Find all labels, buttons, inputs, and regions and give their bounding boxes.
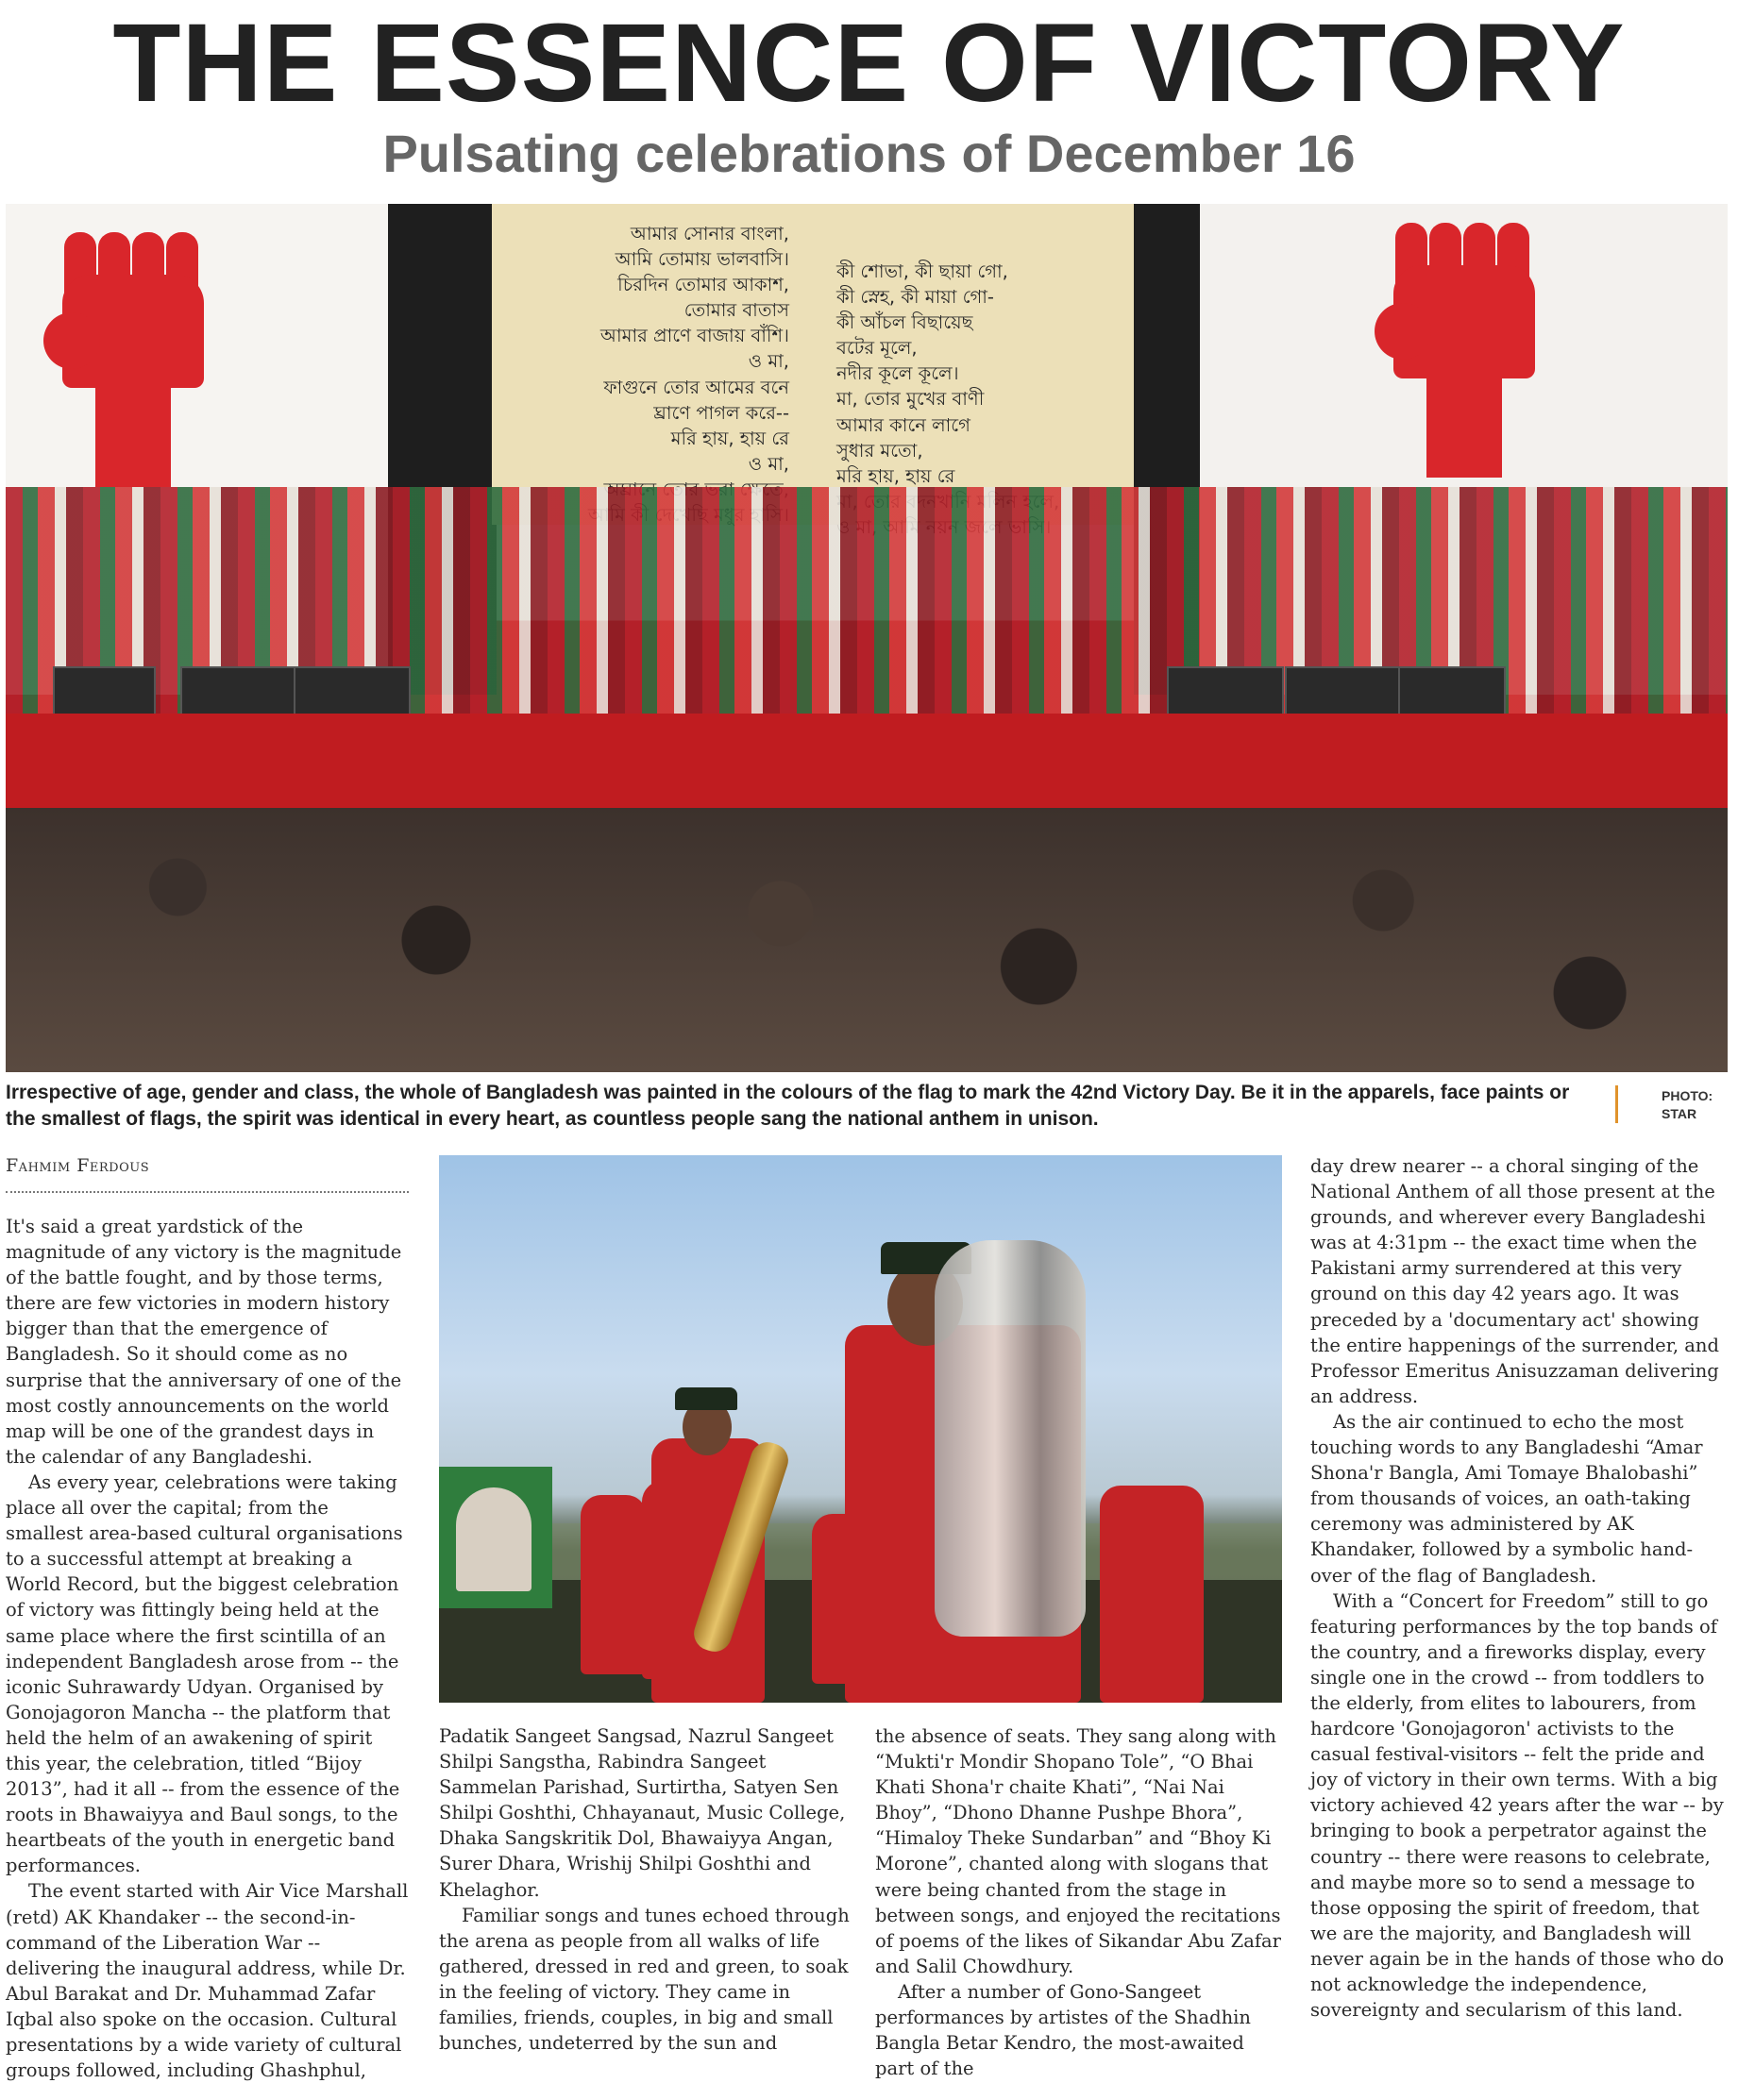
article-column-1: [6, 1214, 409, 2083]
lyric-line: বটের মূলে,: [836, 337, 918, 360]
article-column-4: [1310, 1153, 1726, 2023]
byline-rule: [6, 1191, 409, 1193]
lyric-line: আমার কানে লাগে: [836, 413, 970, 436]
lyric-line: মরি হায়, হায় রে: [670, 427, 789, 449]
lyric-line: কী আঁচল বিছায়েছ: [836, 311, 973, 334]
tuba-icon: [935, 1240, 1086, 1637]
lyric-line: তোমার বাতাস: [683, 299, 789, 322]
lyric-line: চিরদিন তোমার আকাশ,: [617, 274, 789, 296]
lyric-line: আমার সোনার বাংলা,: [630, 223, 789, 244]
paragraph: Familiar songs and tunes echoed through the arena as people from all walks of life gathered, dressed in red and green, to soak in the feeling of victory. They came in families, friends, couples, in big and small bunches, undeterred by the sun and: [439, 1904, 850, 2055]
paragraph: day drew nearer -- a choral singing of the National Anthem of all those present at the grounds, and wherever every Bangladeshi was at 4:31pm -- the exact time when the Pakistani army surrendered at this very ground on this day 42 years ago. It was preceded by a 'documentary act' showing the entire happenings of the surrender, and Professor Emeritus Anisuzzaman delivering an address.: [1310, 1155, 1719, 1407]
lyric-line: কী স্নেহ, কী মায়া গো-: [836, 286, 994, 309]
photo-credit-label: PHOTO:: [1662, 1088, 1713, 1103]
lyric-line: ফাগুনে তোর আমের বনে: [603, 376, 789, 398]
paragraph: With a “Concert for Freedom” still to go featuring performances by the top bands of the country, and a fireworks display, every single one in the crowd -- from toddlers to the elderly, from elites to labourers, from hardcore 'Gonojagoron' activists to the casual festival-visitors -- felt the pride and joy of victory in their own terms. With a big victory achieved 42 years after the war -- by bringing to book a perpetrator against the country -- there were reasons to celebrate, and maybe more so to send a message to those opposing the spirit of freedom, that we are the majority, and Bangladesh will never again be in the hands of those who do not acknowledge the independence, sovereignty and secularism of this land.: [1310, 1589, 1725, 2022]
lyric-line: নদীর কূলে কূলে।: [836, 362, 959, 385]
paragraph: As the air continued to echo the most touching words to any Bangladeshi “Amar Shona'r Bangla, Ami Tomaye Bhalobashi” from thousands of voices, an oath-taking ceremony was administered by AK Khandaker, followed by a symbolic hand-over of the flag of Bangladesh.: [1310, 1410, 1703, 1587]
paragraph: The event started with Air Vice Marshall (retd) AK Khandaker -- the second-in-command of the Liberation War -- delivering the inaugural address, while Dr. Abul Barakat and Dr. Muhammad Zafar Iqbal also spoke on the occasion. Cultural presentations by a wide variety of cultural groups followed, including Ghashphul,: [6, 1880, 409, 2082]
article-column-3: [875, 1723, 1282, 2081]
lyrics-left-column: [534, 221, 789, 528]
photo-credit-source: STAR: [1662, 1106, 1697, 1121]
band-member: [581, 1495, 647, 1674]
band-photo: [439, 1155, 1282, 1703]
band-member: [1100, 1486, 1204, 1703]
lyric-line: কী শোভা, কী ছায়া গো,: [836, 260, 1008, 282]
paragraph: As every year, celebrations were taking place all over the capital; from the smallest area-based cultural organisations to a successful attempt at breaking a World Record, but the biggest celebration of victory was fittingly being held at the same place where the first scintilla of an independent Bangladesh arose from -- the iconic Suhrawardy Udyan. Organised by Gonojagoron Mancha -- the platform that held the helm of an awakening of spirit this year, the celebration, titled “Bijoy 2013”, had it all -- from the essence of the roots in Bhawaiyya and Baul songs, to the heartbeats of the youth in energetic band performances.: [6, 1470, 403, 1877]
paragraph: After a number of Gono-Sangeet performances by artistes of the Shadhin Bangla Betar Kendro, the most-awaited part of the: [875, 1980, 1251, 2080]
paragraph: the absence of seats. They sang along with “Mukti'r Mondir Shopano Tole”, “O Bhai Khati Shona'r chaite Khati”, “Nai Nai Bhoy”, “Dhono Dhanne Pushpe Bhora”, “Himaloy Theke Sundarban” and “Bhoy Ki Morone”, chanted along with slogans that were being chanted from the stage in between songs, and enjoyed the recitations of poems of the likes of Sikandar Abu Zafar and Salil Chowdhury.: [875, 1725, 1281, 1977]
lyric-line: আমার প্রাণে বাজায় বাঁশি।: [599, 325, 789, 347]
photo-caption: Irrespective of age, gender and class, the whole of Bangladesh was painted in the colours of the flag to mark the 42nd Victory Day. Be it in the apparels, face paints or the smallest of flags, the spirit was identical in every heart, as countless people sang the national anthem in unison.: [6, 1082, 1570, 1130]
headline: THE ESSENCE OF VICTORY: [112, 1, 1626, 126]
article-column-2: [439, 1723, 850, 2056]
stage-photo: [6, 204, 1728, 1072]
subheadline: Pulsating celebrations of December 16: [382, 124, 1356, 183]
lyric-line: আমি তোমায় ভালবাসি।: [615, 248, 789, 271]
raised-fist-icon: [43, 232, 223, 487]
photo-credit: [1662, 1087, 1737, 1123]
lyric-line: মরি হায়, হায় রে: [836, 464, 955, 487]
raised-fist-icon: [1375, 223, 1554, 478]
credit-divider: [1615, 1085, 1618, 1123]
lyric-line: ঘ্রাণে পাগল করে--: [653, 401, 789, 424]
byline: Fahmim Ferdous: [6, 1155, 150, 1176]
paragraph: Padatik Sangeet Sangsad, Nazrul Sangeet Shilpi Sangstha, Rabindra Sangeet Sammelan Parishad, Surtirtha, Satyen Sen Shilpi Goshthi, Chhayanaut, Music College, Dhaka Sangskritik Dol, Bhawaiyya Angan, Surer Dhara, Wrishij Shilpi Goshthi and Khelaghor.: [439, 1725, 846, 1901]
portrait-banner: [439, 1467, 552, 1608]
lyric-line: ও মা,: [748, 452, 789, 475]
lyric-line: ও মা,: [748, 350, 789, 373]
crowd: [6, 808, 1728, 1072]
band-cap-icon: [675, 1387, 737, 1410]
lyrics-text: [534, 221, 1101, 523]
paragraph: It's said a great yardstick of the magnitude of any victory is the magnitude of the battle fought, and by those terms, there are few victories in modern history bigger than that the emergence of Bangladesh. So it should come as no surprise that the anniversary of one of the most costly announcements on the world map will be one of the grandest days in the calendar of any Bangladeshi.: [6, 1216, 402, 1468]
lyric-line: সুধার মতো,: [836, 439, 923, 462]
lyric-line: মা, তোর মুখের বাণী: [836, 388, 985, 411]
